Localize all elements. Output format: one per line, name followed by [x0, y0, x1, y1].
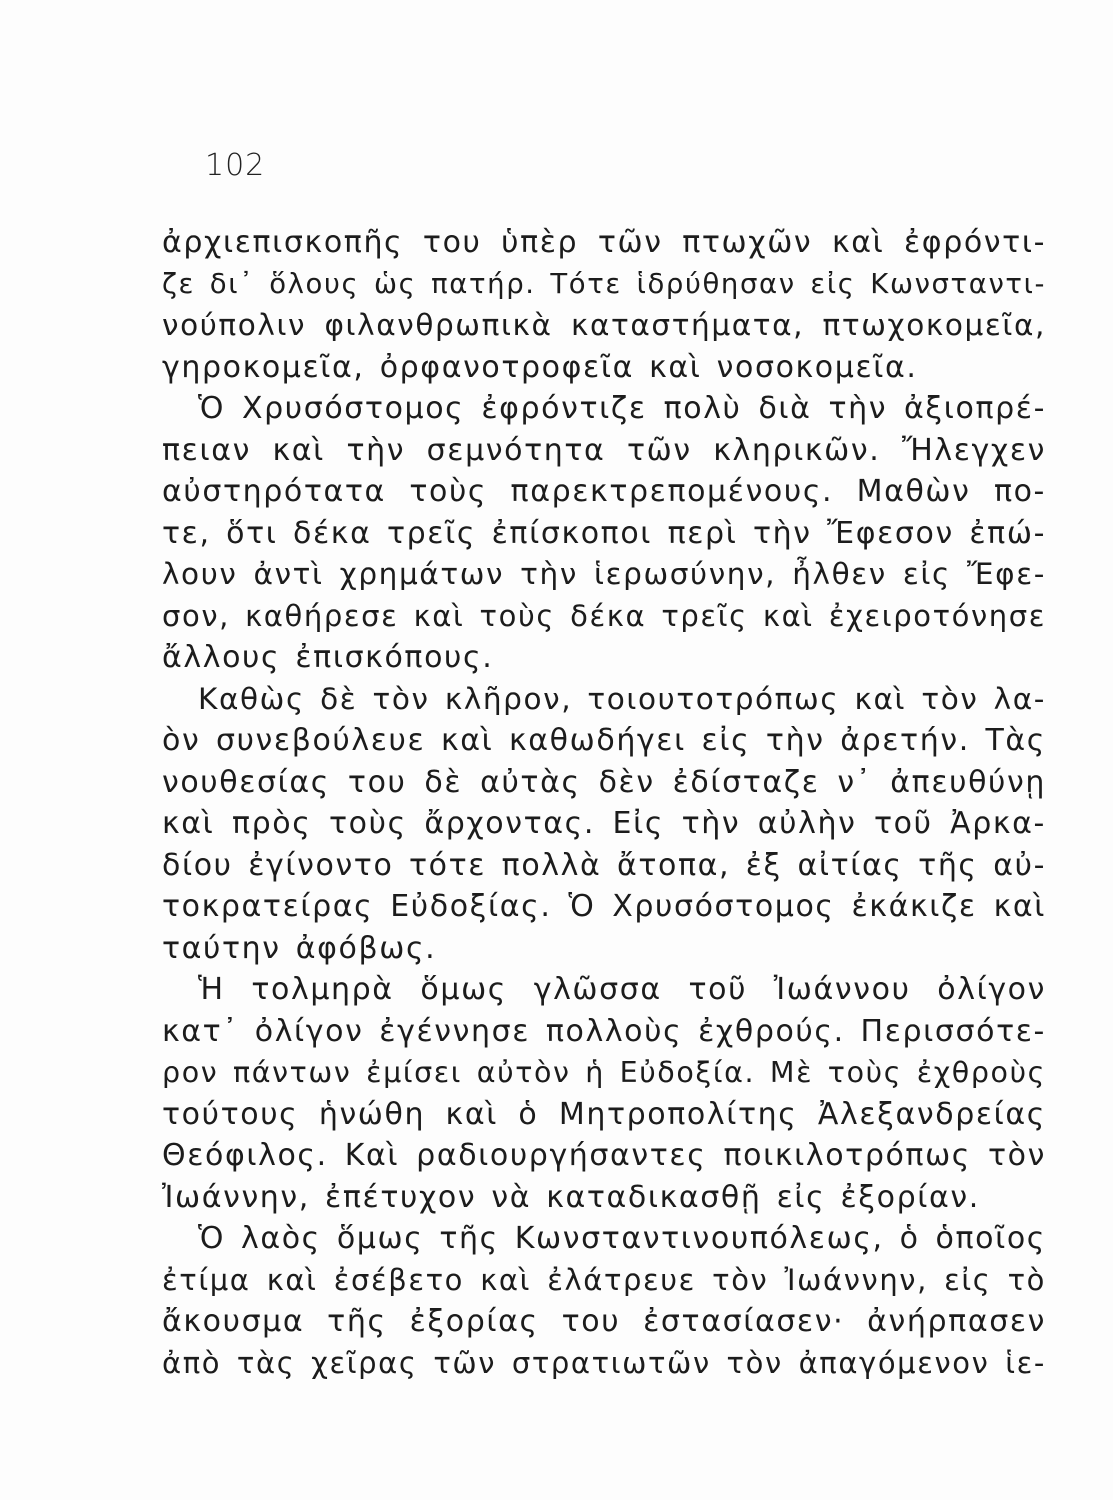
text-line: ρον πάντων ἐμίσει αὐτὸν ἡ Εὐδοξία. Μὲ τοὺς ἐχθροὺς: [162, 1056, 1046, 1089]
text-line: νουθεσίας του δὲ αὐτὰς δὲν ἐδίσταζε ν᾽ ἀπευθύνῃ: [162, 764, 1046, 800]
page-number: 102: [205, 148, 266, 183]
text-line: τε, ὅτι δέκα τρεῖς ἐπίσκοποι περὶ τὴν Ἔφεσον ἐπώ-: [162, 515, 1046, 551]
text-line: πειαν καὶ τὴν σεμνότητα τῶν κληρικῶν. Ἤλεγχεν: [162, 432, 1046, 468]
text-line: ἄκουσμα τῆς ἐξορίας του ἐστασίασεν· ἀνήρπασεν: [162, 1304, 1046, 1339]
text-line: κατ᾽ ὀλίγον ἐγέννησε πολλοὺς ἐχθρούς. Περισσότε-: [162, 1013, 1046, 1049]
text-line: ζε δι᾽ ὅλους ὡς πατήρ. Τότε ἱδρύθησαν εἰς Κωνσταντι-: [162, 267, 1046, 300]
text-line: ἀρχιεπισκοπῆς του ὑπὲρ τῶν πτωχῶν καὶ ἐφρόντι-: [162, 225, 1046, 260]
text-line: Θεόφιλος. Καὶ ραδιουργήσαντες ποικιλοτρόπως τὸν: [162, 1138, 1046, 1173]
text-line: λουν ἀντὶ χρημάτων τὴν ἱερωσύνην, ἦλθεν εἰς Ἔφε-: [162, 557, 1046, 591]
text-line: Ἰωάννην, ἐπέτυχον νὰ καταδικασθῇ εἰς ἐξορίαν.: [162, 1179, 980, 1215]
text-line: νούπολιν φιλανθρωπικὰ καταστήματα, πτωχοκομεῖα,: [162, 308, 1046, 342]
text-line: ἀπὸ τὰς χεῖρας τῶν στρατιωτῶν τὸν ἀπαγόμενον ἱε-: [162, 1345, 1046, 1380]
text-line: σον, καθήρεσε καὶ τοὺς δέκα τρεῖς καὶ ἐχειροτόνησε: [162, 598, 1046, 633]
text-line: τούτους ἡνώθη καὶ ὁ Μητροπολίτης Ἀλεξανδρείας: [162, 1096, 1046, 1132]
paragraph-start-line: Ὁ λαὸς ὅμως τῆς Κωνσταντινουπόλεως, ὁ ὁποῖος: [198, 1221, 1046, 1256]
text-line: γηροκομεῖα, ὀρφανοτροφεῖα καὶ νοσοκομεῖα.: [162, 349, 918, 385]
text-line: καὶ πρὸς τοὺς ἄρχοντας. Εἰς τὴν αὐλὴν τοῦ Ἀρκα-: [162, 806, 1046, 841]
text-line: ἄλλους ἐπισκόπους.: [162, 640, 494, 675]
text-line: δίου ἐγίνοντο τότε πολλὰ ἄτοπα, ἐξ αἰτίας τῆς αὐ-: [162, 847, 1046, 883]
paragraph-start-line: Καθὼς δὲ τὸν κλῆρον, τοιουτοτρόπως καὶ τὸν λα-: [198, 681, 1046, 716]
body-text: [162, 222, 1046, 1384]
text-line: ἐτίμα καὶ ἐσέβετο καὶ ἐλάτρευε τὸν Ἰωάννην, εἰς τὸ: [162, 1262, 1046, 1297]
text-line: ὸν συνεβούλευε καὶ καθωδήγει εἰς τὴν ἀρετήν. Τὰς: [162, 723, 1046, 758]
text-line: ταύτην ἀφόβως.: [162, 930, 437, 966]
paragraph-start-line: Ὁ Χρυσόστομος ἐφρόντιζε πολὺ διὰ τὴν ἀξιοπρέ-: [198, 391, 1046, 426]
text-line: αὐστηρότατα τοὺς παρεκτρεπομένους. Μαθὼν πο-: [162, 474, 1046, 509]
paragraph-start-line: Ἡ τολμηρὰ ὅμως γλῶσσα τοῦ Ἰωάννου ὀλίγον: [198, 972, 1046, 1007]
text-line: τοκρατείρας Εὐδοξίας. Ὁ Χρυσόστομος ἐκάκιζε καὶ: [162, 889, 1046, 924]
